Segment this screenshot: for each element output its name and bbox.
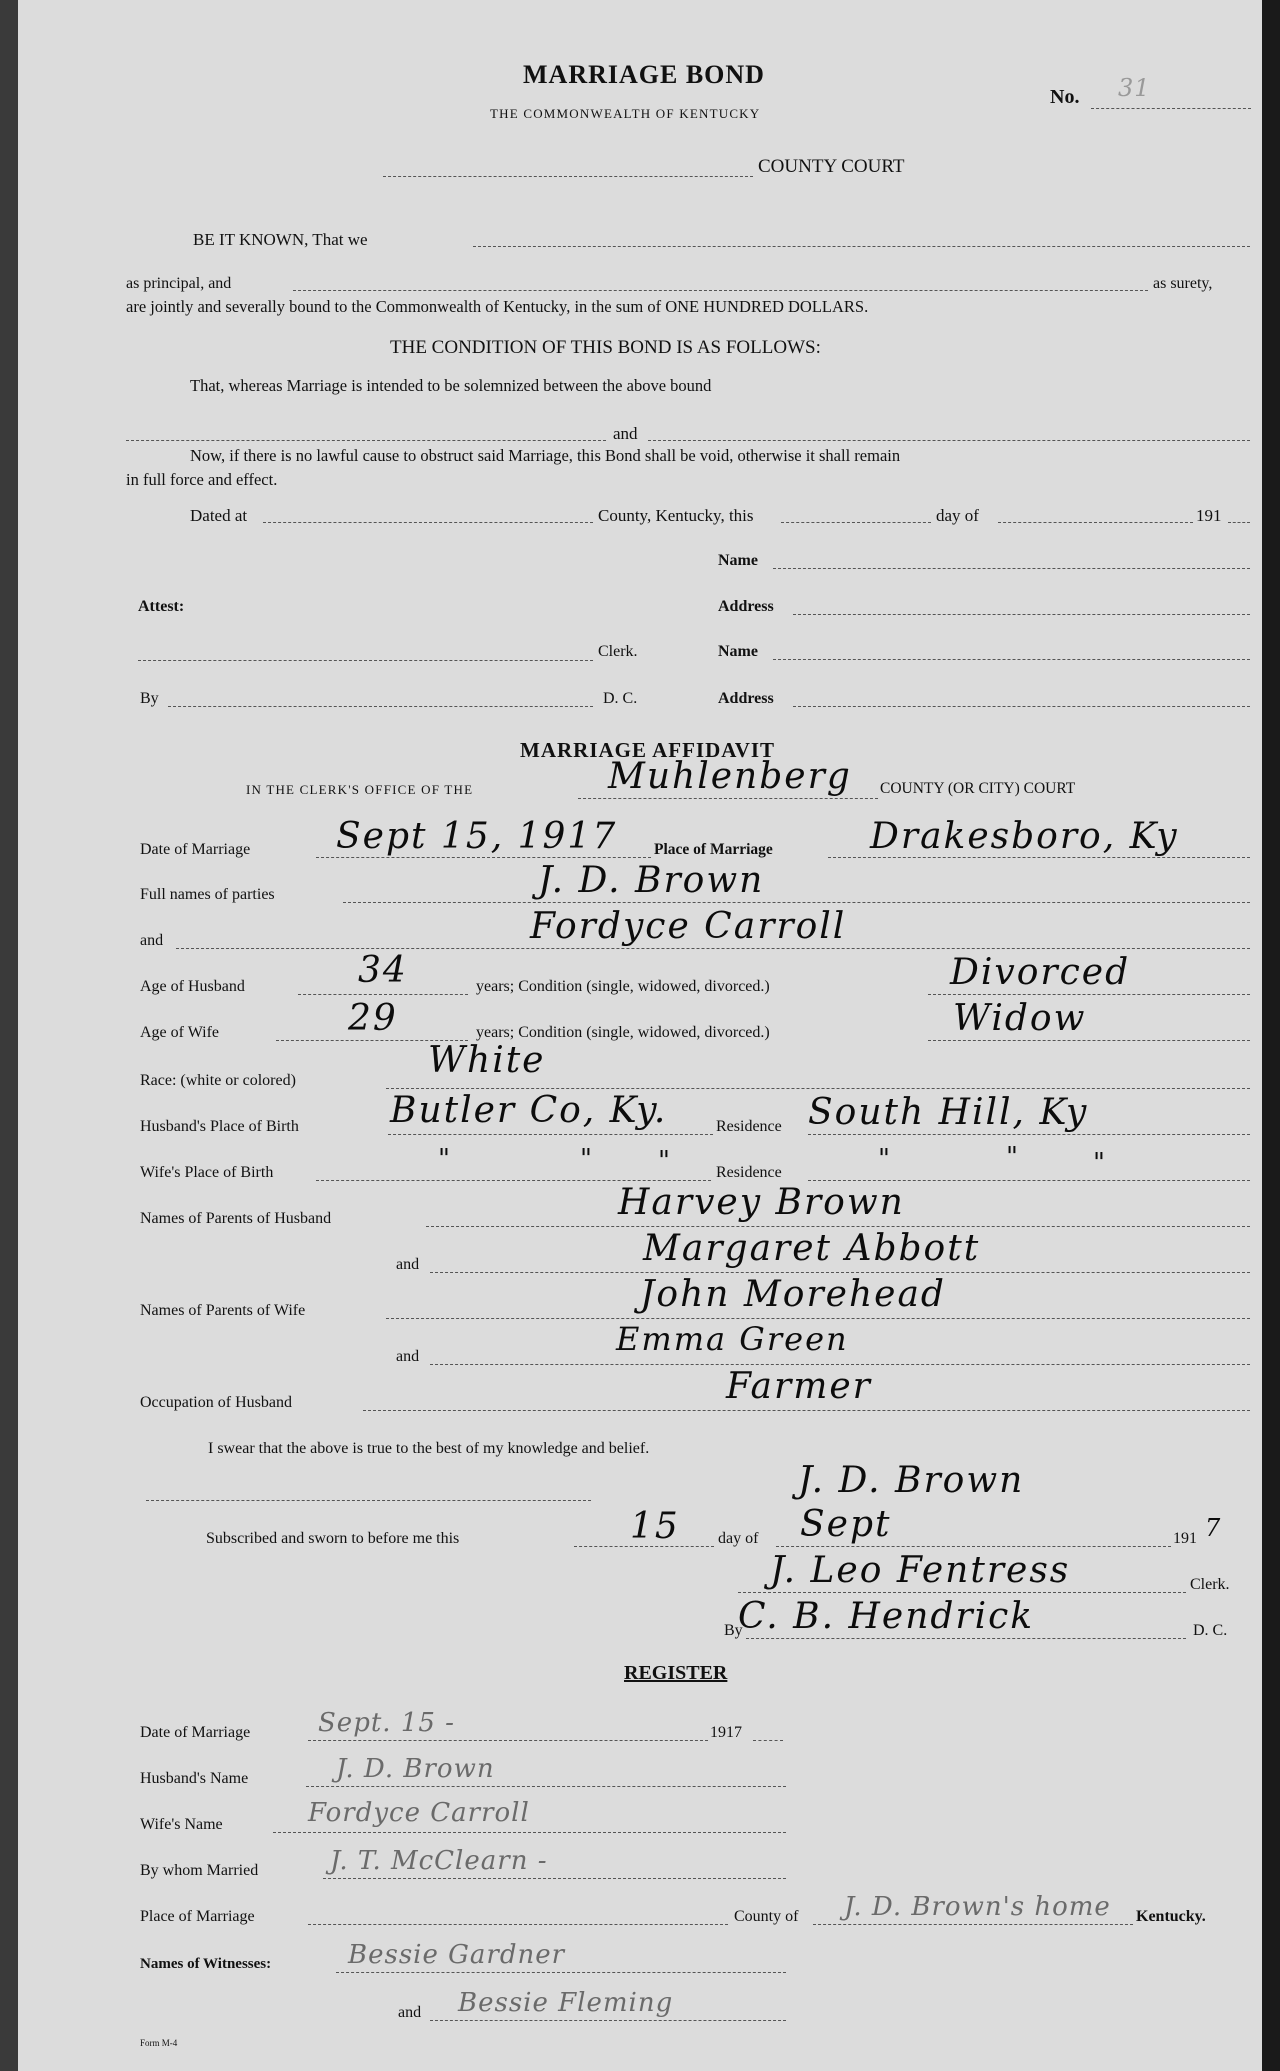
husband-years-condition-label: years; Condition (single, widowed, divorced.): [476, 978, 770, 995]
county-or-city-label: COUNTY (OR CITY) COURT: [880, 780, 1076, 797]
husband-father-line: [426, 1226, 1250, 1227]
sworn-month-line: [776, 1546, 1171, 1547]
husband-birth-line: [388, 1134, 713, 1135]
party2-line: [176, 948, 1250, 949]
clerk-signature: J. Leo Fentress: [770, 1550, 1071, 1591]
wife-residence-ditto-3: ": [1093, 1148, 1107, 1178]
husband-residence-line: [808, 1134, 1250, 1135]
register-witnesses-label: Names of Witnesses:: [140, 1956, 272, 1972]
wife-years-condition-label: years; Condition (single, widowed, divorced.): [476, 1024, 770, 1041]
as-principal-text: as principal, and: [126, 275, 232, 292]
wife-residence-ditto-1: ": [878, 1144, 892, 1174]
bond-title: MARRIAGE BOND: [523, 60, 765, 89]
party-one-line: [126, 440, 606, 441]
wife-father-line: [386, 1318, 1250, 1319]
now-if-text-1: Now, if there is no lawful cause to obstruct said Marriage, this Bond shall be void, otherwise it shall remain: [190, 446, 901, 465]
register-witness2-line: [430, 2020, 786, 2021]
by-line: [168, 706, 593, 707]
name-label-1: Name: [718, 552, 758, 569]
day-line: [781, 522, 931, 523]
party-two-line: [648, 440, 1250, 441]
place-of-marriage-value: Drakesboro, Ky: [870, 816, 1179, 857]
age-husband-label: Age of Husband: [140, 978, 245, 995]
full-names-line: [343, 902, 1250, 903]
bond-number-line: [1091, 108, 1251, 109]
affidavit-title: MARRIAGE AFFIDAVIT: [520, 738, 776, 762]
surety-line: [293, 290, 1148, 291]
county-name-value: Muhlenberg: [608, 756, 852, 797]
address-label-1: Address: [718, 598, 774, 615]
register-husband-value: J. D. Brown: [336, 1754, 495, 1784]
swear-statement: I swear that the above is true to the best of my knowledge and belief.: [208, 1440, 650, 1457]
and-text: and: [613, 424, 638, 443]
wife-birth-ditto-3: ": [658, 1146, 672, 1176]
wife-residence-ditto-2: ": [1006, 1142, 1020, 1172]
affidavit-clerk-label: Clerk.: [1190, 1576, 1230, 1593]
by-label: By: [140, 690, 159, 707]
register-wife-label: Wife's Name: [140, 1816, 223, 1833]
county-name-line: [578, 798, 878, 799]
race-label: Race: (white or colored): [140, 1072, 296, 1089]
wife-birth-ditto-2: ": [580, 1144, 594, 1174]
wife-residence-label: Residence: [716, 1164, 782, 1181]
sworn-year-prefix: 191: [1173, 1530, 1197, 1547]
register-by-whom-line: [323, 1878, 786, 1879]
register-date-line: [308, 1740, 708, 1741]
wife-condition-value: Widow: [953, 998, 1087, 1039]
register-witness1-line: [336, 1972, 786, 1973]
register-date-label: Date of Marriage: [140, 1724, 251, 1741]
register-witness-and-label: and: [398, 2004, 422, 2021]
husband-parents-and-label: and: [396, 1256, 420, 1273]
wife-residence-line: [808, 1180, 1250, 1181]
bond-subtitle: THE COMMONWEALTH OF KENTUCKY: [490, 106, 761, 121]
bond-number-label: No.: [1050, 86, 1080, 108]
register-wife-value: Fordyce Carroll: [308, 1798, 530, 1828]
clerk-signature-line: [738, 1592, 1186, 1593]
deputy-signature-line: [746, 1638, 1186, 1639]
register-county-value: J. D. Brown's home: [844, 1892, 1111, 1922]
date-of-marriage-label: Date of Marriage: [140, 841, 251, 858]
husband-residence-label: Residence: [716, 1118, 782, 1135]
husband-residence-value: South Hill, Ky: [808, 1092, 1089, 1133]
county-ky-this-label: County, Kentucky, this: [598, 506, 754, 525]
wife-parents-and-label: and: [396, 1348, 420, 1365]
place-of-marriage-line: [828, 857, 1250, 858]
affidavit-by-label: By: [724, 1622, 743, 1639]
register-by-whom-label: By whom Married: [140, 1862, 259, 1879]
name-line-1: [773, 568, 1250, 569]
scan-right-edge: [1262, 0, 1280, 2071]
register-wife-line: [273, 1832, 786, 1833]
whereas-text: That, whereas Marriage is intended to be solemnized between the above bound: [190, 376, 712, 395]
clerks-office-label: IN THE CLERK'S OFFICE OF THE: [246, 782, 474, 797]
full-names-label: Full names of parties: [140, 886, 275, 903]
deputy-signature: C. B. Hendrick: [738, 1596, 1035, 1637]
sworn-year-suffix: 7: [1205, 1514, 1223, 1542]
age-husband-value: 34: [358, 950, 408, 991]
year-line: [1228, 522, 1250, 523]
county-court-line: [383, 176, 753, 177]
wife-birth-ditto-1: ": [438, 1144, 452, 1174]
register-place-line: [308, 1924, 728, 1925]
as-surety-text: as surety,: [1153, 275, 1213, 292]
form-number: Form M-4: [140, 2038, 178, 2048]
clerk-label: Clerk.: [598, 643, 638, 660]
condition-heading: THE CONDITION OF THIS BOND IS AS FOLLOWS:: [390, 337, 821, 358]
register-witness1-value: Bessie Gardner: [348, 1940, 566, 1970]
dated-at-line: [263, 522, 593, 523]
register-year-value: 1917: [710, 1724, 742, 1741]
dated-at-label: Dated at: [190, 506, 248, 525]
wife-birth-line: [316, 1180, 711, 1181]
now-if-text-2: in full force and effect.: [126, 470, 278, 489]
name-label-2: Name: [718, 643, 758, 660]
register-title: REGISTER: [624, 1662, 728, 1684]
subscribed-text: Subscribed and sworn to before me this: [206, 1530, 460, 1547]
bond-number-value: 31: [1118, 74, 1151, 102]
parents-husband-label: Names of Parents of Husband: [140, 1210, 332, 1227]
witness-signature-line: [146, 1500, 591, 1501]
and-party-label: and: [140, 932, 164, 949]
wife-mother-name: Emma Green: [616, 1320, 849, 1358]
be-it-known-text: BE IT KNOWN, That we: [193, 230, 368, 249]
husband-mother-line: [430, 1272, 1250, 1273]
party2-name: Fordyce Carroll: [530, 906, 847, 947]
date-of-marriage-line: [316, 857, 651, 858]
dc-label: D. C.: [603, 690, 638, 707]
register-year-line: [753, 1740, 783, 1741]
husband-condition-value: Divorced: [950, 952, 1131, 993]
register-by-whom-value: J. T. McClearn -: [330, 1846, 548, 1876]
register-witness2-value: Bessie Fleming: [458, 1988, 674, 2018]
husband-birth-label: Husband's Place of Birth: [140, 1118, 299, 1135]
occupation-label: Occupation of Husband: [140, 1394, 292, 1411]
name-line-2: [773, 659, 1250, 660]
month-line: [998, 522, 1193, 523]
husband-mother-name: Margaret Abbott: [643, 1228, 981, 1269]
sworn-month-value: Sept: [800, 1504, 892, 1545]
wife-birth-label: Wife's Place of Birth: [140, 1164, 274, 1181]
register-kentucky-label: Kentucky.: [1136, 1908, 1206, 1925]
husband-birth-value: Butler Co, Ky.: [390, 1090, 668, 1131]
race-value: White: [428, 1040, 546, 1081]
wife-mother-line: [430, 1364, 1250, 1365]
register-county-line: [813, 1924, 1133, 1925]
attest-label: Attest:: [138, 598, 185, 615]
register-place-label: Place of Marriage: [140, 1908, 255, 1925]
date-of-marriage-value: Sept 15, 1917: [336, 816, 618, 857]
jointly-bound-text: are jointly and severally bound to the Commonwealth of Kentucky, in the sum of ONE HUNDRED DOLLARS.: [126, 297, 869, 316]
register-county-of-label: County of: [734, 1908, 799, 1925]
occupation-line: [363, 1410, 1250, 1411]
address-line-1: [793, 614, 1250, 615]
principal-names-line: [473, 246, 1250, 247]
address-label-2: Address: [718, 690, 774, 707]
race-line: [386, 1088, 1250, 1089]
parents-wife-label: Names of Parents of Wife: [140, 1302, 306, 1319]
affiant-signature: J. D. Brown: [798, 1460, 1025, 1501]
occupation-value: Farmer: [726, 1366, 872, 1407]
county-court-label: COUNTY COURT: [758, 156, 905, 177]
affidavit-dc-label: D. C.: [1193, 1622, 1228, 1639]
year-label: 191: [1196, 506, 1222, 525]
address-line-2: [793, 706, 1250, 707]
age-husband-line: [298, 994, 468, 995]
place-of-marriage-label: Place of Marriage: [654, 841, 773, 858]
sworn-day-value: 15: [630, 1506, 680, 1547]
register-date-value: Sept. 15 -: [318, 1708, 455, 1738]
husband-father-name: Harvey Brown: [618, 1182, 905, 1223]
day-of-label: day of: [936, 506, 979, 525]
husband-condition-line: [928, 994, 1250, 995]
register-husband-line: [306, 1786, 786, 1787]
party1-name: J. D. Brown: [538, 860, 765, 901]
clerk-line: [138, 660, 593, 661]
age-wife-value: 29: [348, 998, 398, 1039]
sworn-day-of-label: day of: [718, 1530, 759, 1547]
wife-condition-line: [928, 1040, 1250, 1041]
register-husband-label: Husband's Name: [140, 1770, 249, 1787]
age-wife-label: Age of Wife: [140, 1024, 220, 1041]
wife-father-name: John Morehead: [640, 1274, 946, 1315]
